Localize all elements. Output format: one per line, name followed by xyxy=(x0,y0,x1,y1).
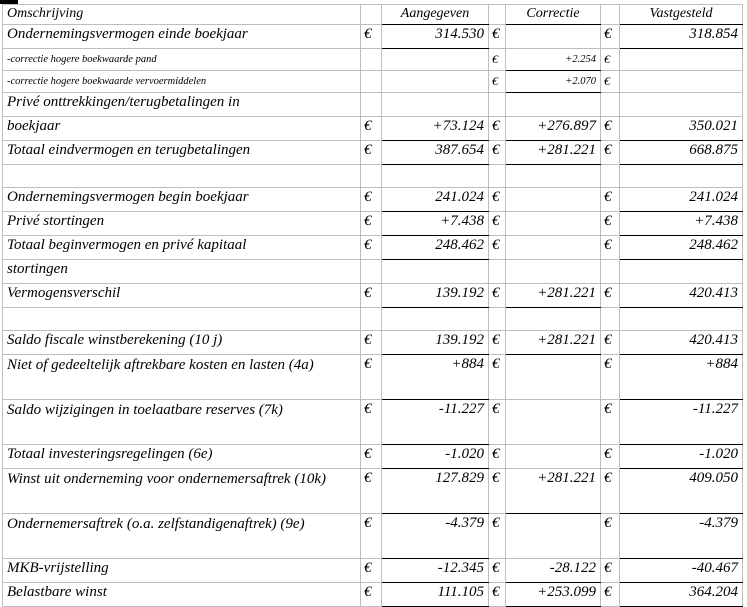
currency-symbol xyxy=(361,49,382,71)
row-label: Vermogensverschil xyxy=(3,284,361,308)
correction-value: +253.099 xyxy=(506,583,601,607)
correction-value: +281.221 xyxy=(506,469,601,514)
determined-value xyxy=(620,260,743,284)
currency-symbol: € xyxy=(601,400,620,445)
currency-symbol: € xyxy=(489,117,506,141)
row-label: Privé onttrekkingen/terugbetalingen in xyxy=(3,93,361,117)
declared-value: 248.462 xyxy=(382,236,489,260)
determined-value: 241.024 xyxy=(620,188,743,212)
correction-value: +281.221 xyxy=(506,141,601,165)
table-row xyxy=(3,514,743,559)
row-label: Ondernemingsvermogen einde boekjaar xyxy=(3,25,361,49)
determined-value: 409.050 xyxy=(620,469,743,514)
currency-symbol: € xyxy=(601,355,620,400)
header-description: Omschrijving xyxy=(3,5,361,25)
correction-value: +2.254 xyxy=(506,49,601,71)
correction-value: +281.221 xyxy=(506,331,601,355)
header-spacer xyxy=(361,5,382,25)
correction-value xyxy=(506,93,601,117)
declared-value: 139.192 xyxy=(382,284,489,308)
determined-value: 248.462 xyxy=(620,236,743,260)
currency-symbol xyxy=(489,93,506,117)
currency-symbol xyxy=(361,93,382,117)
determined-value: -4.379 xyxy=(620,514,743,559)
determined-value xyxy=(620,93,743,117)
row-label: boekjaar xyxy=(3,117,361,141)
determined-value xyxy=(620,49,743,71)
table-row xyxy=(3,445,743,469)
table-row xyxy=(3,212,743,236)
currency-symbol xyxy=(361,308,382,331)
table-row xyxy=(3,284,743,308)
currency-symbol: € xyxy=(601,331,620,355)
currency-symbol: € xyxy=(489,236,506,260)
declared-value xyxy=(382,49,489,71)
declared-value: +7.438 xyxy=(382,212,489,236)
currency-symbol: € xyxy=(601,284,620,308)
currency-symbol xyxy=(601,308,620,331)
currency-symbol xyxy=(489,165,506,188)
table-row xyxy=(3,308,743,331)
currency-symbol: € xyxy=(361,236,382,260)
currency-symbol: € xyxy=(489,400,506,445)
currency-symbol xyxy=(489,308,506,331)
determined-value: 668.875 xyxy=(620,141,743,165)
currency-symbol: € xyxy=(489,559,506,583)
row-label: Privé stortingen xyxy=(3,212,361,236)
table-row xyxy=(3,355,743,400)
currency-symbol: € xyxy=(489,514,506,559)
currency-symbol xyxy=(361,260,382,284)
declared-value: -4.379 xyxy=(382,514,489,559)
table-row xyxy=(3,583,743,607)
currency-symbol: € xyxy=(601,71,620,93)
declared-value: 241.024 xyxy=(382,188,489,212)
header-spacer xyxy=(489,5,506,25)
correction-value: +2.070 xyxy=(506,71,601,93)
table-row xyxy=(3,141,743,165)
table-row xyxy=(3,236,743,260)
currency-symbol: € xyxy=(489,469,506,514)
header-declared: Aangegeven xyxy=(382,5,489,25)
row-label: Totaal investeringsregelingen (6e) xyxy=(3,445,361,469)
row-label xyxy=(3,165,361,188)
currency-symbol: € xyxy=(489,355,506,400)
table-row xyxy=(3,331,743,355)
currency-symbol: € xyxy=(489,583,506,607)
currency-symbol: € xyxy=(601,445,620,469)
correction-value xyxy=(506,236,601,260)
declared-value xyxy=(382,308,489,331)
declared-value: -11.227 xyxy=(382,400,489,445)
determined-value: -11.227 xyxy=(620,400,743,445)
determined-value: 420.413 xyxy=(620,284,743,308)
row-label: Saldo wijzigingen in toelaatbare reserves (7k) xyxy=(3,400,361,445)
currency-symbol: € xyxy=(601,188,620,212)
currency-symbol: € xyxy=(489,49,506,71)
currency-symbol: € xyxy=(601,514,620,559)
correction-value xyxy=(506,308,601,331)
row-label: -correctie hogere boekwaarde pand xyxy=(3,49,361,71)
header-correction: Correctie xyxy=(506,5,601,25)
declared-value: 314.530 xyxy=(382,25,489,49)
determined-value: -40.467 xyxy=(620,559,743,583)
table-row xyxy=(3,469,743,514)
currency-symbol: € xyxy=(489,141,506,165)
currency-symbol: € xyxy=(361,141,382,165)
row-label: -correctie hogere boekwaarde vervoermiddelen xyxy=(3,71,361,93)
row-label: Ondernemingsvermogen begin boekjaar xyxy=(3,188,361,212)
currency-symbol: € xyxy=(361,212,382,236)
table-row xyxy=(3,188,743,212)
row-label: Niet of gedeeltelijk aftrekbare kosten en lasten (4a) xyxy=(3,355,361,400)
currency-symbol: € xyxy=(361,400,382,445)
currency-symbol: € xyxy=(601,117,620,141)
correction-value xyxy=(506,25,601,49)
table-row xyxy=(3,93,743,117)
currency-symbol: € xyxy=(601,49,620,71)
row-label: Totaal eindvermogen en terugbetalingen xyxy=(3,141,361,165)
declared-value xyxy=(382,260,489,284)
declared-value xyxy=(382,93,489,117)
currency-symbol: € xyxy=(361,25,382,49)
correction-value xyxy=(506,445,601,469)
declared-value: 387.654 xyxy=(382,141,489,165)
table-row xyxy=(3,559,743,583)
declared-value: -12.345 xyxy=(382,559,489,583)
determined-value xyxy=(620,165,743,188)
currency-symbol: € xyxy=(601,236,620,260)
determined-value: 350.021 xyxy=(620,117,743,141)
declared-value: 127.829 xyxy=(382,469,489,514)
correction-value xyxy=(506,355,601,400)
currency-symbol: € xyxy=(601,141,620,165)
table-row xyxy=(3,71,743,93)
currency-symbol: € xyxy=(361,188,382,212)
determined-value: +884 xyxy=(620,355,743,400)
currency-symbol xyxy=(601,260,620,284)
currency-symbol xyxy=(361,71,382,93)
correction-value xyxy=(506,514,601,559)
table-row xyxy=(3,25,743,49)
currency-symbol: € xyxy=(601,559,620,583)
currency-symbol: € xyxy=(361,583,382,607)
header-row xyxy=(3,5,743,25)
currency-symbol: € xyxy=(361,117,382,141)
currency-symbol: € xyxy=(489,188,506,212)
currency-symbol: € xyxy=(601,469,620,514)
declared-value: +884 xyxy=(382,355,489,400)
row-label: stortingen xyxy=(3,260,361,284)
declared-value: 111.105 xyxy=(382,583,489,607)
table-row xyxy=(3,400,743,445)
determined-value xyxy=(620,71,743,93)
determined-value: 364.204 xyxy=(620,583,743,607)
declared-value: +73.124 xyxy=(382,117,489,141)
currency-symbol: € xyxy=(489,71,506,93)
table-row xyxy=(3,165,743,188)
currency-symbol: € xyxy=(361,355,382,400)
row-label: Belastbare winst xyxy=(3,583,361,607)
currency-symbol: € xyxy=(601,25,620,49)
correction-value xyxy=(506,188,601,212)
correction-value: +276.897 xyxy=(506,117,601,141)
currency-symbol: € xyxy=(361,284,382,308)
currency-symbol: € xyxy=(489,331,506,355)
table-row xyxy=(3,49,743,71)
determined-value xyxy=(620,308,743,331)
currency-symbol xyxy=(489,260,506,284)
currency-symbol xyxy=(601,165,620,188)
currency-symbol: € xyxy=(489,445,506,469)
currency-symbol: € xyxy=(361,469,382,514)
currency-symbol: € xyxy=(361,514,382,559)
determined-value: -1.020 xyxy=(620,445,743,469)
declared-value xyxy=(382,165,489,188)
currency-symbol: € xyxy=(601,583,620,607)
determined-value: +7.438 xyxy=(620,212,743,236)
row-label: Totaal beginvermogen en privé kapitaal xyxy=(3,236,361,260)
determined-value: 420.413 xyxy=(620,331,743,355)
correction-value xyxy=(506,260,601,284)
currency-symbol: € xyxy=(489,25,506,49)
header-determined: Vastgesteld xyxy=(620,5,743,25)
table-row xyxy=(3,117,743,141)
correction-value xyxy=(506,400,601,445)
currency-symbol: € xyxy=(601,212,620,236)
header-spacer xyxy=(601,5,620,25)
row-label xyxy=(3,308,361,331)
row-label: MKB-vrijstelling xyxy=(3,559,361,583)
currency-symbol: € xyxy=(489,284,506,308)
financial-table xyxy=(2,4,743,607)
currency-symbol xyxy=(601,93,620,117)
declared-value xyxy=(382,71,489,93)
determined-value: 318.854 xyxy=(620,25,743,49)
row-label: Ondernemersaftrek (o.a. zelfstandigenaftrek) (9e) xyxy=(3,514,361,559)
table-row xyxy=(3,260,743,284)
correction-value: -28.122 xyxy=(506,559,601,583)
currency-symbol xyxy=(361,165,382,188)
currency-symbol: € xyxy=(361,559,382,583)
declared-value: 139.192 xyxy=(382,331,489,355)
row-label: Saldo fiscale winstberekening (10 j) xyxy=(3,331,361,355)
currency-symbol: € xyxy=(361,445,382,469)
correction-value: +281.221 xyxy=(506,284,601,308)
correction-value xyxy=(506,212,601,236)
currency-symbol: € xyxy=(361,331,382,355)
row-label: Winst uit onderneming voor ondernemersaftrek (10k) xyxy=(3,469,361,514)
correction-value xyxy=(506,165,601,188)
declared-value: -1.020 xyxy=(382,445,489,469)
currency-symbol: € xyxy=(489,212,506,236)
